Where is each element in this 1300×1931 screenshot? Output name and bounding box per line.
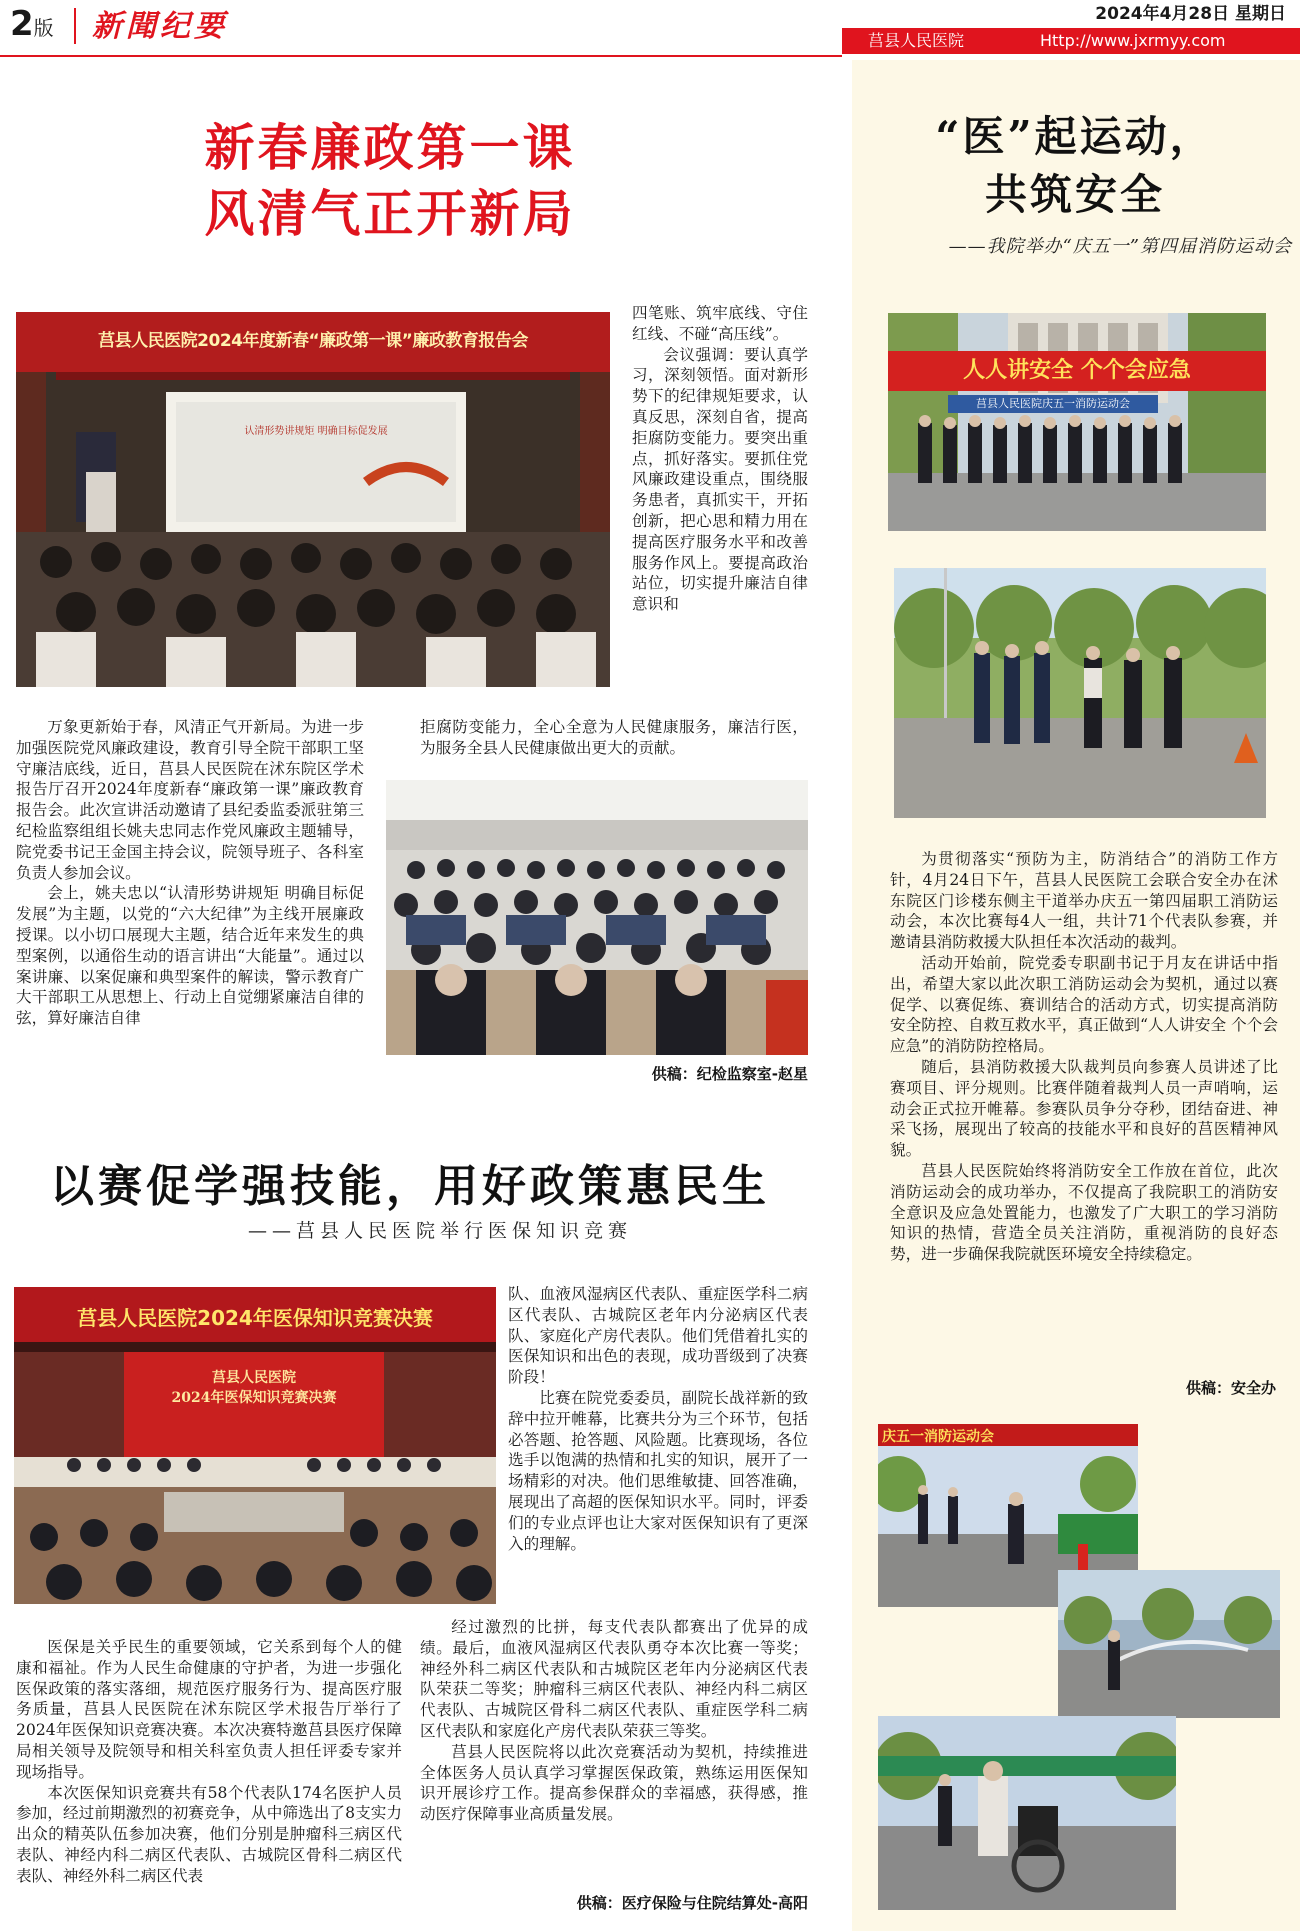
article1-para-intro: 万象更新始于春，风清正气开新局。为进一步加强医院党风廉政建设，教育引导全院干部职工坚守廉洁底线，近日，莒县人民医院在沭东院区学术报告厅召开2024年度新春“廉政第一课”廉政教育报告会。此次宣讲活动邀请了县纪委监委派驻第三纪检监察组组长姚夫忠同志作党风廉政主题辅导，院党委书记王金国主持会议，院领导班子、各科室负责人参加会议。 [16, 718, 364, 882]
article2-column-left [16, 1637, 402, 1887]
article2-para-format: 比赛在院党委委员，副院长战祥新的致辞中拉开帷幕，比赛共分为三个环节，包括必答题、抢答题、风险题。比赛现场，各位选手以饱满的热情和扎实的知识，展开了一场精彩的对决。他们思维敏捷、回答准确，展现出了高超的医保知识水平。同时，评委们的专业点评也让大家对医保知识有了更深入的理解。 [508, 1388, 808, 1553]
article2-para-teams-cont: 队、血液风湿病区代表队、重症医学科二病区代表队、古城院区老年内分泌病区代表队、家庭化产房代表队。他们凭借着扎实的医保知识和出色的表现，成功晋级到了决赛阶段！ [508, 1285, 808, 1387]
article1-para-cont-right: 四笔账、筑牢底线、守住红线、不碰“高压线”。 [632, 304, 808, 343]
photo1-screen-text: 认清形势讲规矩 明确目标促发展 [244, 426, 388, 437]
header-rule [0, 55, 842, 57]
sidebar-photo1-banner: 人人讲安全 个个会应急 [963, 358, 1191, 383]
article3-subtitle: ——我院举办“庆五一”第四届消防运动会 [948, 236, 1292, 257]
article1-title-line2: 风清气正开新局 [204, 184, 576, 243]
article3-photo-officials [894, 568, 1266, 818]
article3-headline [870, 108, 1280, 224]
photo2-screen-line1: 莒县人民医院 [212, 1370, 296, 1386]
photo1-banner-text: 莒县人民医院2024年度新春“廉政第一课”廉政教育报告会 [98, 331, 528, 351]
issue-date: 2024年4月28日 星期日 [1095, 4, 1286, 24]
article3-title-line2: 共筑安全 [984, 170, 1165, 219]
article3-photo-wheelchair [878, 1716, 1176, 1910]
article1-para-lecture: 会上，姚夫忠以“认清形势讲规矩 明确目标促发展”为主题，以党的“六大纪律”为主线开展廉政授课。以小切口展现大主题，结合近年来发生的典型案例，以通俗生动的语言讲出“大能量”。通过以案讲廉、以案促廉和典型案件的解读，警示教育广大干部职工从思想上、行动上自觉绷紧廉洁自律的弦，算好廉洁自律 [16, 884, 364, 1028]
photo2-screen-line2: 2024年医保知识竞赛决赛 [171, 1390, 337, 1406]
article2-title: 以赛促学强技能，用好政策惠民生 [50, 1161, 770, 1212]
article1-column-left [16, 717, 364, 1029]
sidebar-photo3-banner: 庆五一消防运动会 [882, 1429, 994, 1445]
sidebar-photo1-sign: 莒县人民医院庆五一消防运动会 [976, 397, 1130, 410]
article2-photo-stage [14, 1287, 496, 1604]
article2-para-closing: 莒县人民医院将以此次竞赛活动为契机，持续推进全体医务人员认真学习掌握医保政策，熟练运用医保知识开展诊疗工作。提高参保群众的幸福感，获得感，推动医疗保障事业高质量发展。 [420, 1742, 808, 1824]
article3-photo-hose [1058, 1570, 1280, 1718]
article2-credit: 供稿：医疗保险与住院结算处-高阳 [576, 1894, 808, 1912]
article3-photo-assembly [888, 313, 1266, 531]
article2-para-intro: 医保是关乎民生的重要领域，它关系到每个人的健康和福祉。作为人民生命健康的守护者，为进一步强化医保政策的落实落细，规范医疗服务行为、提高医疗服务质量，莒县人民医院在沭东院区学术报告厅举行了2024年医保知识竞赛决赛。本次决赛特邀莒县医疗保障局相关领导及院领导和相关科室负责人担任评委专家并现场指导。 [16, 1638, 402, 1781]
article2-column-mid [420, 1617, 808, 1825]
article2-column-right [508, 1284, 808, 1554]
article1-photo-lecture [16, 312, 610, 687]
article1-para-meeting: 会议强调：要认真学习，深刻领悟。面对新形势下的纪律规矩要求，认真反思，深刻自省，提高拒腐防变能力。要突出重点，抓好落实。要抓住党风廉政建设重点，围绕服务患者，真抓实干，开拓创新，把心思和精力用在提高医疗服务水平和改善服务作风上。要提高政治站位，切实提升廉洁自律意识和 [632, 345, 808, 614]
article1-column-mid [420, 717, 808, 759]
article3-body [890, 849, 1278, 1265]
article3-para-intro: 为贯彻落实“预防为主，防消结合”的消防工作方针，4月24日下午，莒县人民医院工会联合安全办在沭东院区门诊楼东侧主干道举办庆五一第四届职工消防运动会，本次比赛每4人一组，共计71个代表队参赛，并邀请县消防救援大队担任本次活动的裁判。 [890, 850, 1278, 952]
page-number: 2版 [10, 4, 54, 44]
article1-column-right [632, 303, 808, 615]
article2-subtitle: ——莒县人民医院举行医保知识竞赛 [247, 1220, 632, 1242]
article1-credit: 供稿：纪检监察室-赵星 [651, 1065, 808, 1083]
header-url[interactable]: Http://www.jxrmyy.com [1040, 31, 1226, 50]
page-header [0, 0, 1300, 56]
article2-para-results: 经过激烈的比拼，每支代表队都赛出了优异的成绩。最后，血液风湿病区代表队勇夺本次比赛一等奖；神经外科二病区代表队和古城院区老年内分泌病区代表队荣获二等奖；肿瘤科三病区代表队、神经内科二病区代表队、古城院区骨科二病区代表队、重症医学科二病区代表队和家庭化产房代表队荣获三等奖。 [420, 1618, 808, 1740]
article3-title-line1: “医”起运动， [935, 112, 1215, 161]
article2-para-teams: 本次医保知识竞赛共有58个代表队174名医护人员参加，经过前期激烈的初赛竞争，从中筛选出了8支实力出众的精英队伍参加决赛，他们分别是肿瘤科三病区代表队、神经内科二病区代表队、古城院区骨科二病区代表队、神经外科二病区代表 [16, 1783, 402, 1885]
article1-headline [150, 115, 630, 247]
article3-para-closing: 莒县人民医院始终将消防安全工作放在首位，此次消防运动会的成功举办，不仅提高了我院职工的消防安全意识及应急处置能力，也激发了广大职工的学习消防知识的热情，营造全员关注消防，重视消防的良好态势，进一步确保我院就医环境安全持续稳定。 [890, 1161, 1278, 1264]
header-hospital: 莒县人民医院 [868, 31, 965, 50]
photo2-banner-text: 莒县人民医院2024年医保知识竞赛决赛 [77, 1306, 433, 1330]
article3-credit: 供稿：安全办 [1185, 1379, 1276, 1397]
section-title: 新聞纪要 [92, 9, 228, 44]
header-divider [74, 8, 76, 44]
article1-para-cont-mid: 拒腐防变能力，全心全意为人民健康服务，廉洁行医，为服务全县人民健康做出更大的贡献。 [420, 718, 808, 757]
article3-para-speech: 活动开始前，院党委专职副书记于月友在讲话中指出，希望大家以此次职工消防运动会为契机，通过以赛促学、以赛促练、赛训结合的活动方式，切实提高消防安全防控、自救互救水平，真正做到“人人讲安全 个个会应急”的消防防控格局。 [890, 953, 1278, 1056]
article1-title-line1: 新春廉政第一课 [204, 118, 576, 177]
article1-photo-audience [386, 780, 808, 1055]
article3-para-rules: 随后，县消防救援大队裁判员向参赛人员讲述了比赛项目、评分规则。比赛伴随着裁判人员一声哨响，运动会正式拉开帷幕。参赛队员争分夺秒，团结奋进、神采飞扬，展现出了较高的技能水平和良好的莒医精神风貌。 [890, 1057, 1278, 1160]
